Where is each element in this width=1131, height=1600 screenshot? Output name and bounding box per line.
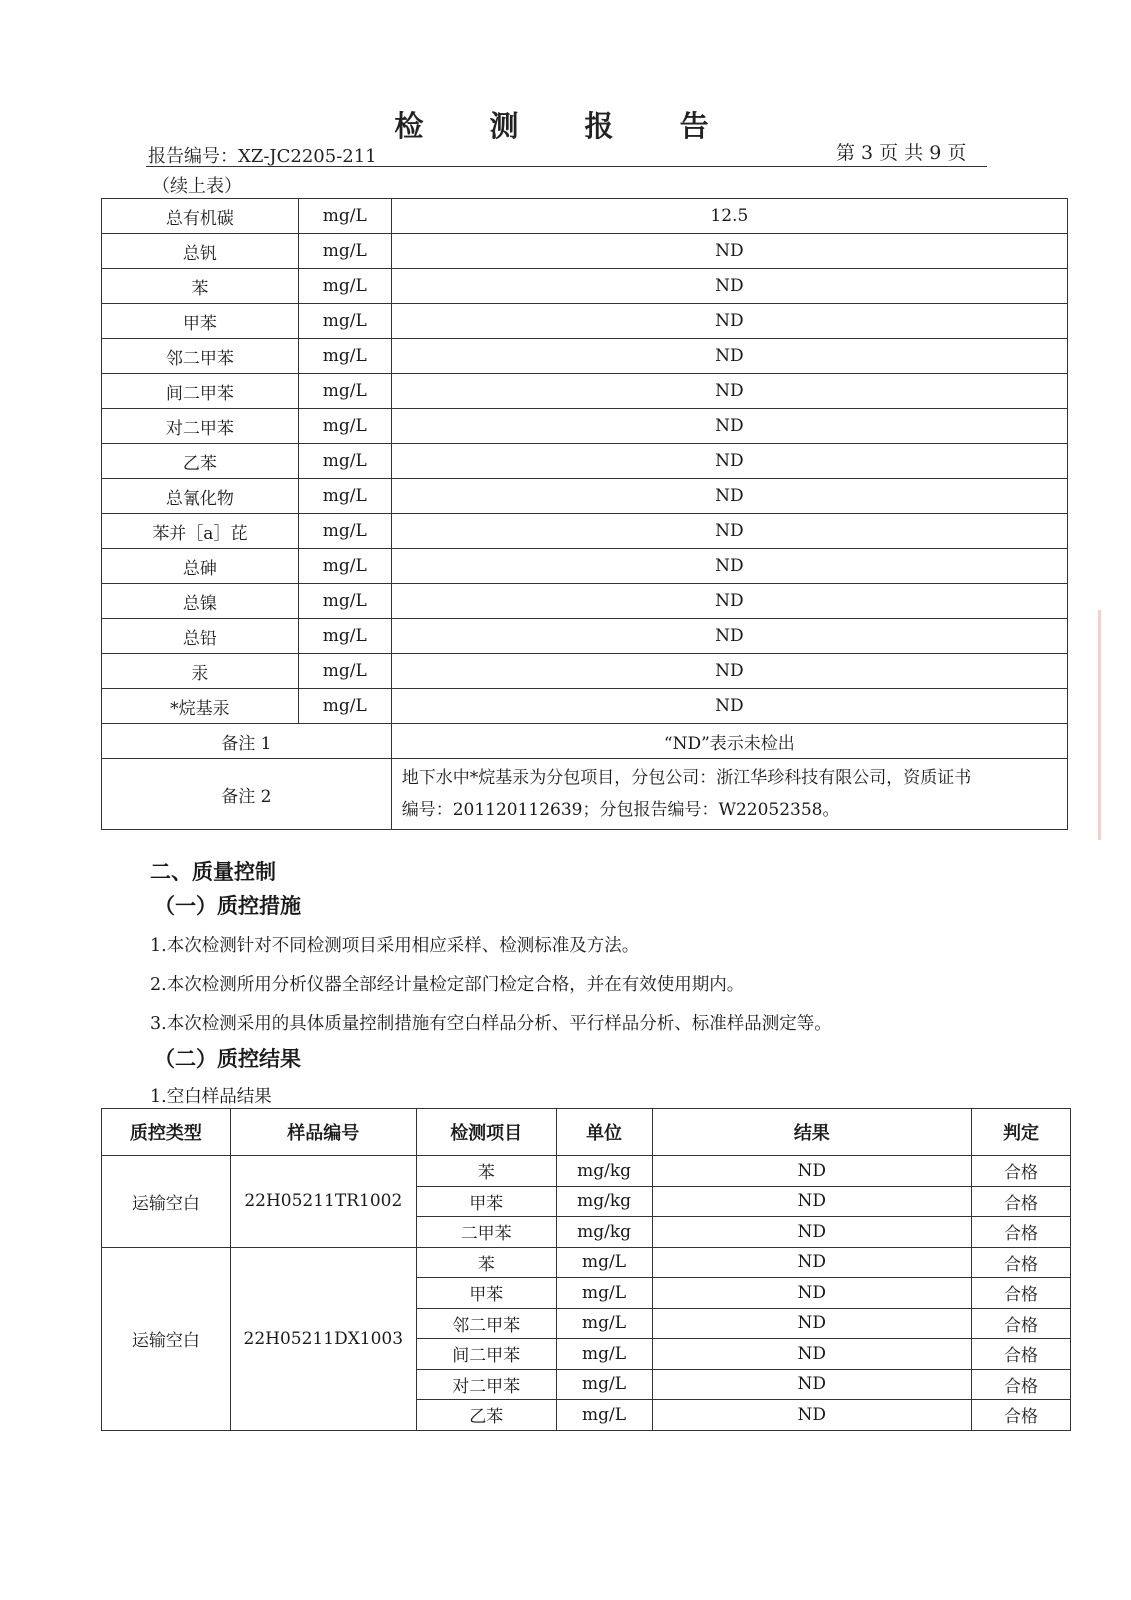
judgement-cell: 合格 xyxy=(972,1339,1071,1370)
unit-cell: mg/L xyxy=(556,1278,652,1309)
table-row xyxy=(102,1247,1071,1278)
item-cell: 间二甲苯 xyxy=(102,374,299,409)
value-cell: ND xyxy=(391,514,1067,549)
item-cell: 总钒 xyxy=(102,234,299,269)
item-cell: 乙苯 xyxy=(102,444,299,479)
subsection-heading-measures: （一）质控措施 xyxy=(154,893,301,918)
item-cell: 苯并［a］芘 xyxy=(102,514,299,549)
unit-cell: mg/L xyxy=(298,234,391,269)
unit-cell: mg/L xyxy=(298,654,391,689)
table-row xyxy=(102,654,1068,689)
judgement-cell: 合格 xyxy=(972,1156,1071,1187)
table-row xyxy=(102,584,1068,619)
value-cell: ND xyxy=(391,234,1067,269)
judgement-cell: 合格 xyxy=(972,1247,1071,1278)
result-cell: ND xyxy=(652,1186,972,1217)
value-cell: ND xyxy=(391,444,1067,479)
unit-cell: mg/L xyxy=(298,584,391,619)
table-row xyxy=(102,444,1068,479)
item-cell: 苯 xyxy=(416,1156,556,1187)
item-cell: 总镍 xyxy=(102,584,299,619)
value-cell: 12.5 xyxy=(391,199,1067,234)
value-cell: ND xyxy=(391,619,1067,654)
note2-text xyxy=(391,759,1067,830)
sample-cell: 22H05211DX1003 xyxy=(230,1247,416,1430)
table-row xyxy=(102,549,1068,584)
value-cell: ND xyxy=(391,584,1067,619)
unit-cell: mg/kg xyxy=(556,1156,652,1187)
item-cell: 总有机碳 xyxy=(102,199,299,234)
item-cell: 总氰化物 xyxy=(102,479,299,514)
table-row xyxy=(102,409,1068,444)
note2-line1: 地下水中*烷基汞为分包项目，分包公司：浙江华珍科技有限公司，资质证书 xyxy=(401,768,972,788)
unit-cell: mg/L xyxy=(298,479,391,514)
unit-cell: mg/kg xyxy=(556,1217,652,1248)
unit-cell: mg/L xyxy=(556,1400,652,1431)
result-cell: ND xyxy=(652,1247,972,1278)
type-cell: 运输空白 xyxy=(102,1156,231,1248)
report-number: 报告编号：XZ-JC2205-211 xyxy=(148,146,377,167)
unit-cell: mg/L xyxy=(556,1339,652,1370)
unit-cell: mg/L xyxy=(298,689,391,724)
table-row xyxy=(102,619,1068,654)
result-cell: ND xyxy=(652,1339,972,1370)
note2-label: 备注 2 xyxy=(102,759,392,830)
value-cell: ND xyxy=(391,409,1067,444)
unit-cell: mg/L xyxy=(556,1369,652,1400)
note1-row xyxy=(102,724,1068,759)
blank-sample-table xyxy=(101,1108,1071,1431)
sample-cell: 22H05211TR1002 xyxy=(230,1156,416,1248)
page-info: 第 3 页 共 9 页 xyxy=(836,142,967,164)
measure-1: 1.本次检测针对不同检测项目采用相应采样、检测标准及方法。 xyxy=(150,936,640,956)
continuation-note: （续上表） xyxy=(152,176,242,197)
document-title: 检 测 报 告 xyxy=(394,109,737,143)
table-row xyxy=(102,374,1068,409)
unit-cell: mg/L xyxy=(298,444,391,479)
header-item: 检测项目 xyxy=(416,1109,556,1156)
item-cell: 汞 xyxy=(102,654,299,689)
value-cell: ND xyxy=(391,479,1067,514)
judgement-cell: 合格 xyxy=(972,1186,1071,1217)
note2-row xyxy=(102,759,1068,830)
judgement-cell: 合格 xyxy=(972,1308,1071,1339)
unit-cell: mg/L xyxy=(298,514,391,549)
unit-cell: mg/L xyxy=(298,409,391,444)
unit-cell: mg/L xyxy=(556,1247,652,1278)
results-table xyxy=(101,198,1068,830)
header-sample: 样品编号 xyxy=(230,1109,416,1156)
unit-cell: mg/L xyxy=(298,549,391,584)
table-row xyxy=(102,1156,1071,1187)
note1-text: “ND”表示未检出 xyxy=(391,724,1067,759)
table-row xyxy=(102,269,1068,304)
measure-2: 2.本次检测所用分析仪器全部经计量检定部门检定合格，并在有效使用期内。 xyxy=(150,975,745,995)
item-cell: 邻二甲苯 xyxy=(416,1308,556,1339)
unit-cell: mg/L xyxy=(298,269,391,304)
value-cell: ND xyxy=(391,304,1067,339)
table-row xyxy=(102,234,1068,269)
judgement-cell: 合格 xyxy=(972,1217,1071,1248)
blank-sample-heading: 1.空白样品结果 xyxy=(150,1087,272,1107)
table-row xyxy=(102,304,1068,339)
item-cell: 甲苯 xyxy=(102,304,299,339)
unit-cell: mg/L xyxy=(556,1308,652,1339)
header-unit: 单位 xyxy=(556,1109,652,1156)
unit-cell: mg/L xyxy=(298,374,391,409)
unit-cell: mg/L xyxy=(298,304,391,339)
table-row xyxy=(102,479,1068,514)
result-cell: ND xyxy=(652,1156,972,1187)
value-cell: ND xyxy=(391,654,1067,689)
note1-label: 备注 1 xyxy=(102,724,392,759)
table-row xyxy=(102,199,1068,234)
judgement-cell: 合格 xyxy=(972,1400,1071,1431)
value-cell: ND xyxy=(391,374,1067,409)
item-cell: 甲苯 xyxy=(416,1278,556,1309)
header-judgement: 判定 xyxy=(972,1109,1071,1156)
result-cell: ND xyxy=(652,1278,972,1309)
result-cell: ND xyxy=(652,1308,972,1339)
value-cell: ND xyxy=(391,549,1067,584)
header-result: 结果 xyxy=(652,1109,972,1156)
item-cell: 邻二甲苯 xyxy=(102,339,299,374)
value-cell: ND xyxy=(391,339,1067,374)
judgement-cell: 合格 xyxy=(972,1278,1071,1309)
unit-cell: mg/L xyxy=(298,619,391,654)
result-cell: ND xyxy=(652,1400,972,1431)
item-cell: 苯 xyxy=(416,1247,556,1278)
item-cell: 甲苯 xyxy=(416,1186,556,1217)
unit-cell: mg/kg xyxy=(556,1186,652,1217)
unit-cell: mg/L xyxy=(298,199,391,234)
seal-stamp-edge xyxy=(1098,610,1131,840)
note2-line2: 编号：201120112639；分包报告编号：W22052358。 xyxy=(401,800,840,820)
value-cell: ND xyxy=(391,269,1067,304)
item-cell: 对二甲苯 xyxy=(102,409,299,444)
judgement-cell: 合格 xyxy=(972,1369,1071,1400)
measure-3: 3.本次检测采用的具体质量控制措施有空白样品分析、平行样品分析、标准样品测定等。 xyxy=(150,1014,832,1034)
unit-cell: mg/L xyxy=(298,339,391,374)
item-cell: 对二甲苯 xyxy=(416,1369,556,1400)
item-cell: 二甲苯 xyxy=(416,1217,556,1248)
result-cell: ND xyxy=(652,1217,972,1248)
table-row xyxy=(102,689,1068,724)
type-cell: 运输空白 xyxy=(102,1247,231,1430)
item-cell: 总砷 xyxy=(102,549,299,584)
table-row xyxy=(102,514,1068,549)
item-cell: 总铅 xyxy=(102,619,299,654)
value-cell: ND xyxy=(391,689,1067,724)
item-cell: 间二甲苯 xyxy=(416,1339,556,1370)
item-cell: 乙苯 xyxy=(416,1400,556,1431)
table-row xyxy=(102,339,1068,374)
header-divider xyxy=(146,166,987,167)
header-type: 质控类型 xyxy=(102,1109,231,1156)
subsection-heading-results: （二）质控结果 xyxy=(154,1046,301,1071)
table-header-row xyxy=(102,1109,1071,1156)
item-cell: *烷基汞 xyxy=(102,689,299,724)
section-heading-quality-control: 二、质量控制 xyxy=(150,859,276,884)
result-cell: ND xyxy=(652,1369,972,1400)
item-cell: 苯 xyxy=(102,269,299,304)
